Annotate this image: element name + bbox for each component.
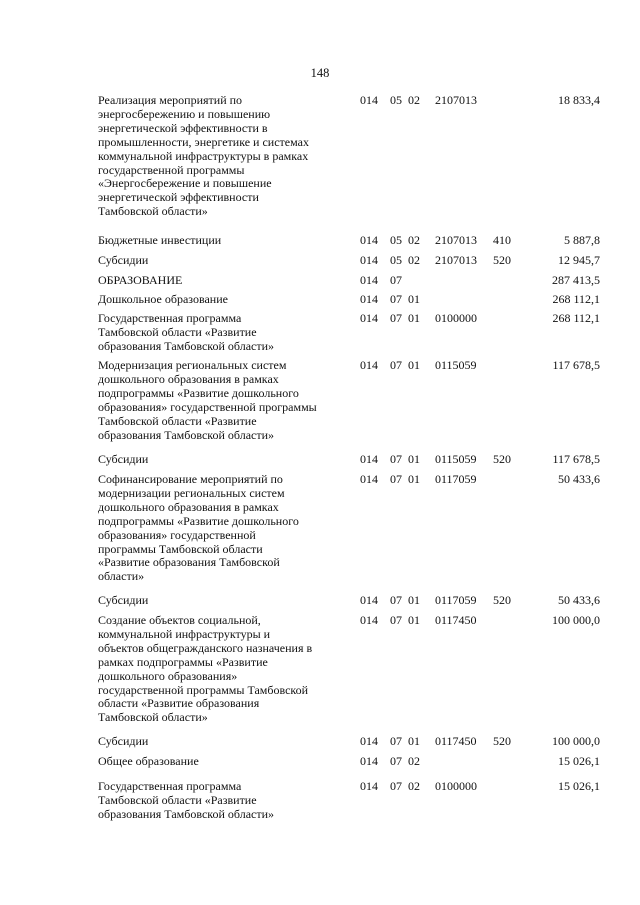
row-section-code: 07 bbox=[390, 734, 402, 748]
row-subsection-code: 01 bbox=[408, 311, 420, 325]
table-row bbox=[0, 473, 640, 585]
row-subsection-code: 01 bbox=[408, 734, 420, 748]
row-target-code: 0117059 bbox=[435, 472, 477, 486]
row-subsection-code: 01 bbox=[408, 472, 420, 486]
row-amount: 268 112,1 bbox=[552, 311, 600, 325]
row-section-code: 07 bbox=[390, 472, 402, 486]
row-subsection-code: 02 bbox=[408, 754, 420, 768]
row-ved-code: 014 bbox=[360, 754, 378, 768]
row-amount: 268 112,1 bbox=[552, 292, 600, 306]
row-name: Реализация мероприятий по энергосбережению и повышению энергетической эффективности в промышленности, энергетике и системах коммунальной инфраструктуры в рамках государственной программы «Энергосбережение и повышение энергетической эффективности Тамбовской области» bbox=[98, 93, 309, 219]
row-ved-code: 014 bbox=[360, 452, 378, 466]
row-subsection-code: 02 bbox=[408, 253, 420, 267]
row-name: Государственная программа Тамбовской области «Развитие образования Тамбовской области» bbox=[98, 311, 275, 353]
table-row bbox=[0, 94, 640, 224]
table-row bbox=[0, 614, 640, 726]
row-expense-type: 520 bbox=[493, 734, 511, 748]
row-section-code: 05 bbox=[390, 93, 402, 107]
row-section-code: 07 bbox=[390, 358, 402, 372]
table-row bbox=[0, 594, 640, 610]
table-row bbox=[0, 293, 640, 309]
row-name: Субсидии bbox=[98, 593, 149, 607]
row-name: Бюджетные инвестиции bbox=[98, 233, 222, 247]
row-section-code: 05 bbox=[390, 253, 402, 267]
row-section-code: 07 bbox=[390, 754, 402, 768]
row-name: Дошкольное образование bbox=[98, 292, 228, 306]
row-target-code: 2107013 bbox=[435, 93, 477, 107]
row-ved-code: 014 bbox=[360, 613, 378, 627]
row-subsection-code: 02 bbox=[408, 233, 420, 247]
row-amount: 50 433,6 bbox=[558, 593, 600, 607]
row-target-code: 0117450 bbox=[435, 613, 477, 627]
row-amount: 117 678,5 bbox=[552, 358, 600, 372]
row-subsection-code: 01 bbox=[408, 452, 420, 466]
row-section-code: 05 bbox=[390, 233, 402, 247]
row-subsection-code: 01 bbox=[408, 292, 420, 306]
row-amount: 100 000,0 bbox=[552, 734, 600, 748]
row-ved-code: 014 bbox=[360, 93, 378, 107]
row-name: Модернизация региональных систем дошкольного образования в рамках подпрограммы «Развитие дошкольного образования» государственной программы Тамбовской области «Развитие образования Тамбовской области» bbox=[98, 358, 317, 442]
row-ved-code: 014 bbox=[360, 358, 378, 372]
row-name: ОБРАЗОВАНИЕ bbox=[98, 273, 183, 287]
row-subsection-code: 02 bbox=[408, 93, 420, 107]
row-section-code: 07 bbox=[390, 593, 402, 607]
row-name: Создание объектов социальной, коммунальной инфраструктуры и объектов общегражданского назначения в рамках подпрограммы «Развитие дошкольного образования» государственной программы Тамбовской области «Развитие образования Тамбовской области» bbox=[98, 613, 313, 725]
table-row bbox=[0, 234, 640, 250]
table-row bbox=[0, 780, 640, 824]
row-section-code: 07 bbox=[390, 613, 402, 627]
table-row bbox=[0, 453, 640, 469]
row-name: Субсидии bbox=[98, 253, 149, 267]
row-target-code: 0115059 bbox=[435, 452, 477, 466]
row-section-code: 07 bbox=[390, 779, 402, 793]
row-ved-code: 014 bbox=[360, 233, 378, 247]
row-name: Субсидии bbox=[98, 734, 149, 748]
row-ved-code: 014 bbox=[360, 734, 378, 748]
row-ved-code: 014 bbox=[360, 593, 378, 607]
table-row bbox=[0, 359, 640, 445]
row-amount: 117 678,5 bbox=[552, 452, 600, 466]
row-target-code: 0117059 bbox=[435, 593, 477, 607]
row-section-code: 07 bbox=[390, 292, 402, 306]
row-section-code: 07 bbox=[390, 273, 402, 287]
table-row bbox=[0, 735, 640, 751]
row-expense-type: 520 bbox=[493, 452, 511, 466]
row-amount: 18 833,4 bbox=[558, 93, 600, 107]
row-name: Государственная программа Тамбовской области «Развитие образования Тамбовской области» bbox=[98, 779, 275, 821]
row-ved-code: 014 bbox=[360, 253, 378, 267]
row-target-code: 2107013 bbox=[435, 253, 477, 267]
row-subsection-code: 01 bbox=[408, 593, 420, 607]
row-name: Общее образование bbox=[98, 754, 199, 768]
row-amount: 287 413,5 bbox=[552, 273, 600, 287]
row-subsection-code: 01 bbox=[408, 358, 420, 372]
row-amount: 5 887,8 bbox=[564, 233, 600, 247]
row-name: Софинансирование мероприятий по модернизации региональных систем дошкольного образования в рамках подпрограммы «Развитие дошкольного образования» государственной программы Тамбовской области «Развитие образования Тамбовской области» bbox=[98, 472, 299, 584]
row-amount: 15 026,1 bbox=[558, 779, 600, 793]
row-target-code: 2107013 bbox=[435, 233, 477, 247]
page-number: 148 bbox=[310, 66, 330, 80]
row-expense-type: 520 bbox=[493, 253, 511, 267]
row-target-code: 0117450 bbox=[435, 734, 477, 748]
row-amount: 100 000,0 bbox=[552, 613, 600, 627]
row-section-code: 07 bbox=[390, 452, 402, 466]
table-row bbox=[0, 274, 640, 290]
row-amount: 50 433,6 bbox=[558, 472, 600, 486]
row-ved-code: 014 bbox=[360, 779, 378, 793]
row-amount: 15 026,1 bbox=[558, 754, 600, 768]
table-row bbox=[0, 254, 640, 270]
row-expense-type: 520 bbox=[493, 593, 511, 607]
table-row bbox=[0, 312, 640, 356]
row-target-code: 0115059 bbox=[435, 358, 477, 372]
row-ved-code: 014 bbox=[360, 292, 378, 306]
row-target-code: 0100000 bbox=[435, 779, 477, 793]
row-ved-code: 014 bbox=[360, 311, 378, 325]
row-name: Субсидии bbox=[98, 452, 149, 466]
table-row bbox=[0, 755, 640, 771]
row-target-code: 0100000 bbox=[435, 311, 477, 325]
row-section-code: 07 bbox=[390, 311, 402, 325]
row-subsection-code: 01 bbox=[408, 613, 420, 627]
row-ved-code: 014 bbox=[360, 472, 378, 486]
row-expense-type: 410 bbox=[493, 233, 511, 247]
row-subsection-code: 02 bbox=[408, 779, 420, 793]
row-ved-code: 014 bbox=[360, 273, 378, 287]
row-amount: 12 945,7 bbox=[558, 253, 600, 267]
